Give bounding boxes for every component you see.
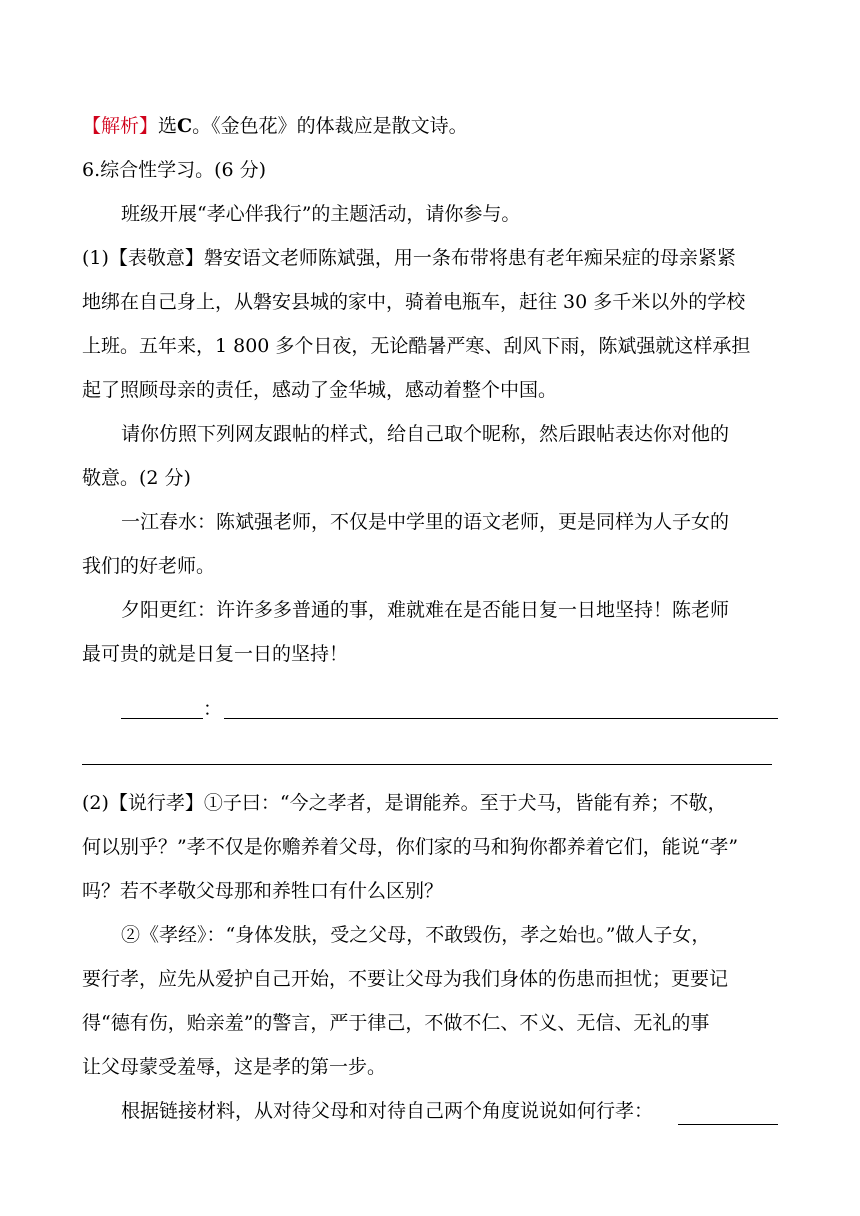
part2-line: 吗？若不孝敬父母那和养牲口有什么区别？ xyxy=(82,880,444,902)
part1-line: 起了照顾母亲的责任，感动了金华城，感动着整个中国。 xyxy=(82,379,558,401)
question-6-heading: 6.综合性学习。(6 分) xyxy=(82,159,267,181)
part2-material-line: 得“德有伤，贻亲羞”的警言，严于律己，不做不仁、不义、无信、无礼的事 xyxy=(82,1012,710,1034)
part2-material-line: 让父母蒙受羞辱，这是孝的第一步。 xyxy=(82,1056,387,1078)
part1-task-line: 请你仿照下列网友跟帖的样式，给自己取个昵称，然后跟帖表达你对他的 xyxy=(121,423,730,445)
blank-colon: ： xyxy=(203,698,223,720)
post-answer-blank[interactable] xyxy=(224,718,778,719)
netizen-post-1: 一江春水：陈斌强老师，不仅是中学里的语文老师，更是同样为人子女的 xyxy=(121,511,730,533)
netizen-post-1: 我们的好老师。 xyxy=(82,555,216,577)
part2-line: (2)【说行孝】①子曰：“今之孝者，是谓能养。至于犬马，皆能有养；不敬， xyxy=(82,792,727,814)
answer-explanation xyxy=(82,114,468,138)
final-prompt: 根据链接材料，从对待父母和对待自己两个角度说说如何行孝： xyxy=(121,1100,654,1122)
activity-intro: 班级开展“孝心伴我行”的主题活动，请你参与。 xyxy=(121,203,521,225)
final-answer-blank[interactable] xyxy=(678,1124,778,1125)
part1-line: 上班。五年来，1 800 多个日夜，无论酷暑严寒、刮风下雨，陈斌强就这样承担 xyxy=(82,335,751,357)
answer-letter: C xyxy=(177,115,193,137)
part2-material-line: ②《孝经》：“身体发肤，受之父母，不敢毁伤，孝之始也。”做人子女， xyxy=(121,924,711,946)
explanation-tag: 【解析】 xyxy=(82,115,159,137)
answer-rest: 。《金色花》的体裁应是散文诗。 xyxy=(192,115,468,137)
part2-material-line: 要行孝，应先从爱护自己开始，不要让父母为我们身体的伤患而担忧；更要记 xyxy=(82,968,729,990)
netizen-post-2: 最可贵的就是日复一日的坚持！ xyxy=(82,643,349,665)
part1-line: (1)【表敬意】磐安语文老师陈斌强，用一条布带将患有老年痴呆症的母亲紧紧 xyxy=(82,247,736,269)
answer-choice-prefix: 选 xyxy=(158,115,178,137)
part1-task-line: 敬意。(2 分) xyxy=(82,467,191,489)
part2-line: 何以别乎？”孝不仅是你赡养着父母，你们家的马和狗你都养着它们，能说“孝” xyxy=(82,836,739,858)
nickname-blank[interactable] xyxy=(121,718,203,719)
part1-line: 地绑在自己身上，从磐安县城的家中，骑着电瓶车，赶往 30 多千米以外的学校 xyxy=(82,291,746,313)
post-answer-blank-continued[interactable] xyxy=(82,764,772,765)
netizen-post-2: 夕阳更红：许许多多普通的事，难就难在是否能日复一日地坚持！陈老师 xyxy=(121,599,730,621)
